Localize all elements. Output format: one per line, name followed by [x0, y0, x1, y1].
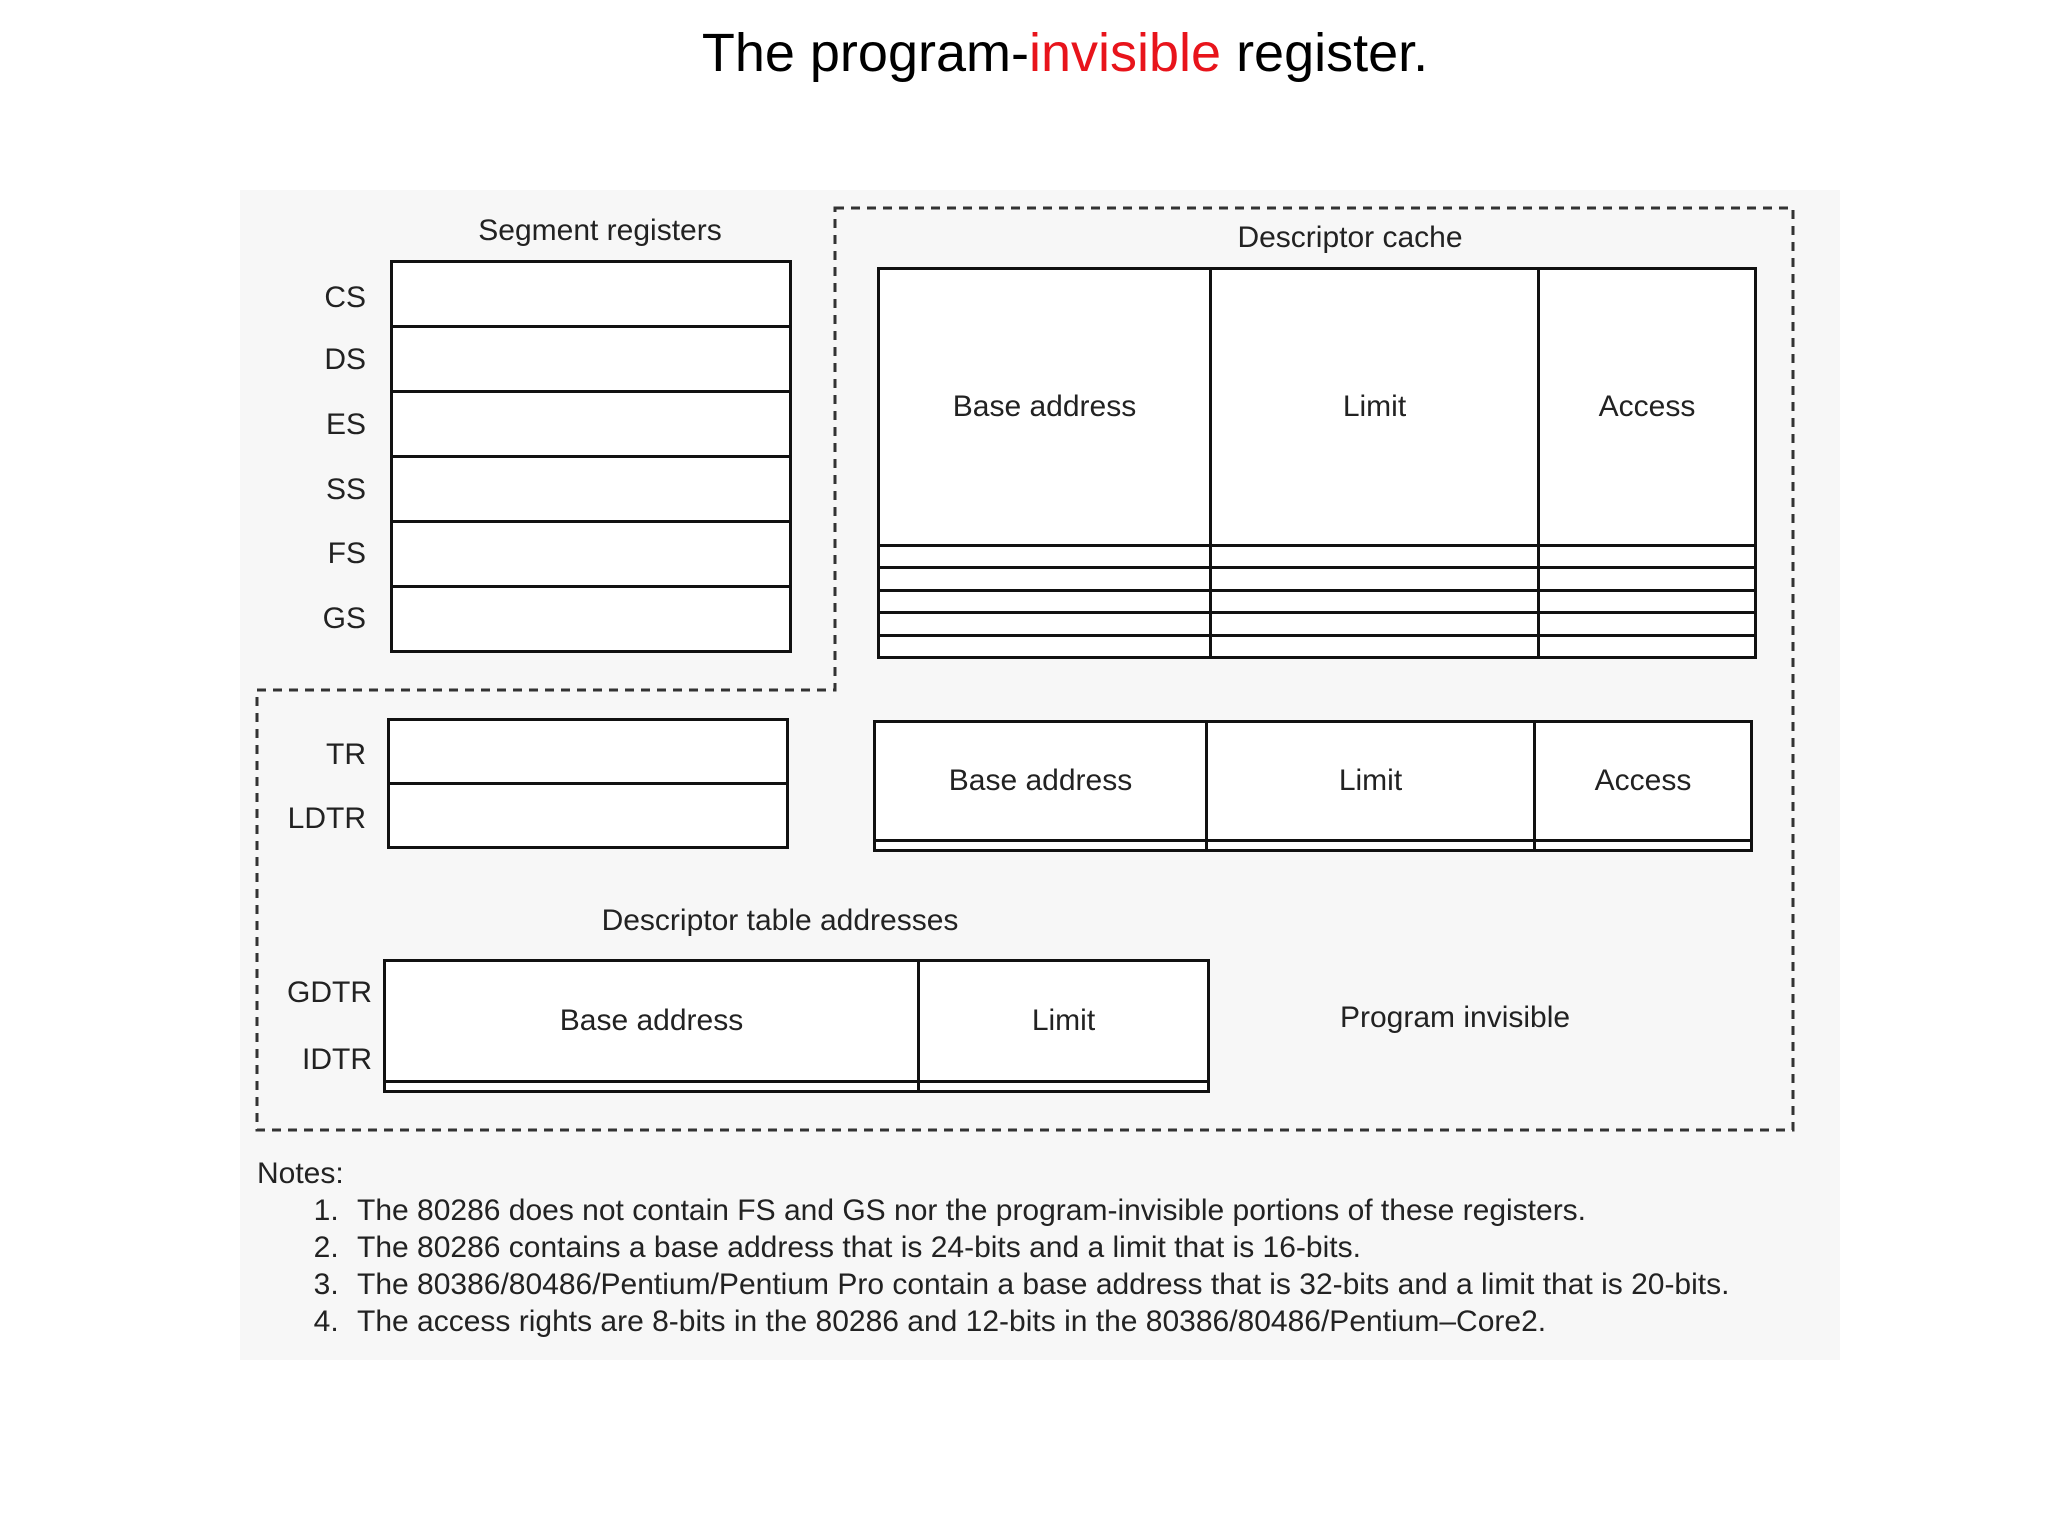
descriptor-table-addresses-table: [383, 959, 1210, 1093]
column-header-limit: Limit: [1207, 722, 1535, 841]
descriptor-table-cell: [919, 1082, 1209, 1092]
cache-cell: [1211, 568, 1539, 590]
column-header-limit: Limit: [919, 961, 1209, 1082]
task-register-cell: [389, 784, 788, 848]
cache-cell: [879, 545, 1211, 567]
cache-cell: [1539, 590, 1756, 612]
task-descriptor-cell: [1535, 841, 1752, 851]
cache-cell: [1539, 613, 1756, 635]
title-suffix: register.: [1221, 23, 1429, 83]
cache-cell: [879, 590, 1211, 612]
segment-label-es: ES: [325, 408, 366, 441]
register-label-tr: TR: [326, 738, 366, 771]
cache-cell: [1211, 635, 1539, 657]
register-label-gdtr: GDTR: [287, 976, 372, 1009]
segment-register-cell: [392, 587, 791, 652]
note-item: 2. The 80286 contains a base address that is 24-bits and a limit that is 16-bits.: [347, 1229, 1729, 1266]
segment-register-cell: [392, 522, 791, 587]
cache-cell: [1211, 613, 1539, 635]
cache-cell: [1539, 635, 1756, 657]
segment-label-ss: SS: [325, 473, 366, 506]
cache-cell: [1211, 590, 1539, 612]
task-register-cell: [389, 720, 788, 784]
descriptor-table-cell: [385, 1082, 919, 1092]
title-highlight: invisible: [1028, 23, 1222, 83]
notes-section: [257, 1155, 1729, 1340]
column-header-base-address: Base address: [879, 269, 1211, 546]
segment-label-gs: GS: [322, 602, 366, 635]
column-header-base-address: Base address: [385, 961, 919, 1082]
note-item: 4. The access rights are 8-bits in the 80286 and 12-bits in the 80386/80486/Pentium–Core2.: [347, 1303, 1729, 1340]
cache-cell: [879, 568, 1211, 590]
segment-register-cell: [392, 327, 791, 392]
cache-cell: [1539, 545, 1756, 567]
note-item: 3. The 80386/80486/Pentium/Pentium Pro contain a base address that is 32-bits and a limit that is 20-bits.: [347, 1266, 1729, 1303]
column-header-access: Access: [1535, 722, 1752, 841]
segment-label-fs: FS: [327, 537, 366, 570]
descriptor-cache-heading: Descriptor cache: [1237, 221, 1463, 254]
descriptor-cache-table: [877, 267, 1757, 659]
note-item: 1. The 80286 does not contain FS and GS nor the program-invisible portions of these registers.: [347, 1192, 1729, 1229]
descriptor-table-heading: Descriptor table addresses: [601, 904, 959, 937]
column-header-limit: Limit: [1211, 269, 1539, 546]
task-registers-table: [387, 718, 789, 849]
segment-register-cell: [392, 457, 791, 522]
register-label-ldtr: LDTR: [287, 802, 366, 835]
segment-registers-table: [390, 260, 792, 653]
cache-cell: [879, 613, 1211, 635]
task-descriptor-cell: [1207, 841, 1535, 851]
notes-heading: Notes:: [257, 1157, 344, 1190]
segment-register-cell: [392, 262, 791, 327]
cache-cell: [1211, 545, 1539, 567]
title-prefix: The program-: [701, 23, 1029, 83]
column-header-access: Access: [1539, 269, 1756, 546]
segment-registers-heading: Segment registers: [478, 214, 722, 247]
task-descriptor-cell: [875, 841, 1207, 851]
notes-list: [257, 1192, 1729, 1340]
segment-label-ds: DS: [324, 343, 366, 376]
cache-cell: [879, 635, 1211, 657]
segment-label-cs: CS: [324, 281, 366, 314]
program-invisible-label: Program invisible: [1340, 1001, 1571, 1034]
cache-cell: [1539, 568, 1756, 590]
register-label-idtr: IDTR: [302, 1043, 372, 1076]
column-header-base-address: Base address: [875, 722, 1207, 841]
segment-register-cell: [392, 392, 791, 457]
task-descriptor-table: [873, 720, 1753, 852]
